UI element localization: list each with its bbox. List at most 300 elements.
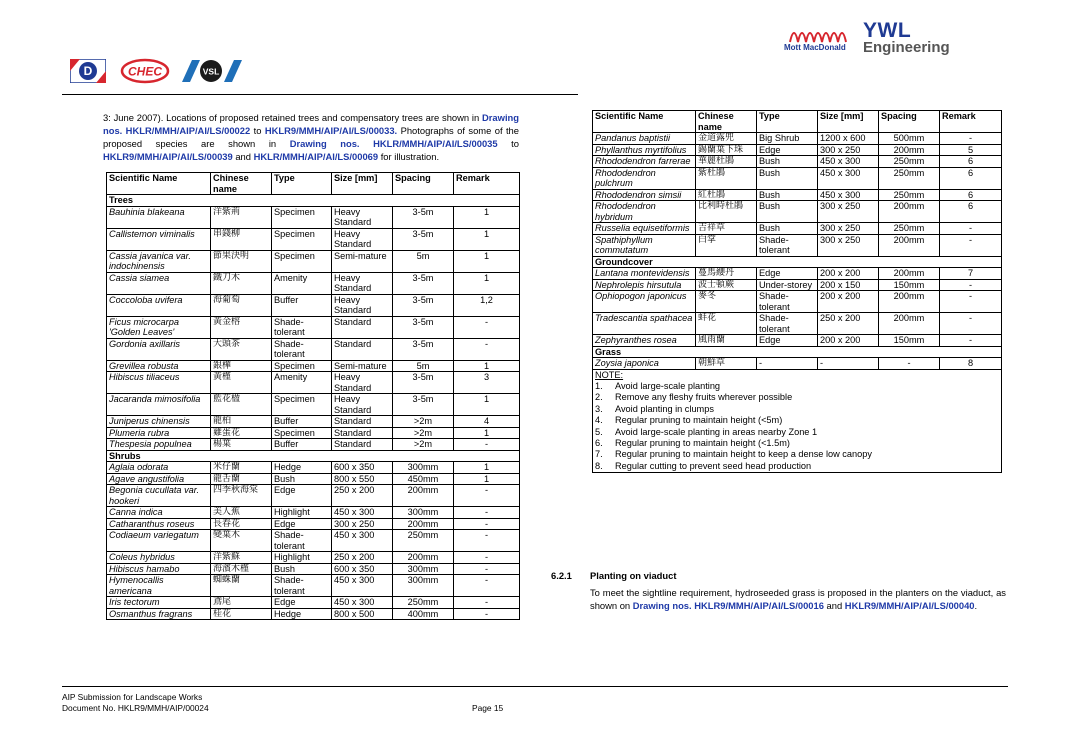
scientific-name-cell: Nephrolepis hirsutula [593,279,696,291]
remark-cell: 1 [454,250,520,272]
vsl-logo [180,58,242,84]
spacing-cell: 3-5m [393,272,454,294]
spacing-cell: 3-5m [393,316,454,338]
remark-cell: - [454,518,520,530]
chinese-name-cell: 鳶尾 [211,597,272,609]
column-header: Scientific Name [593,111,696,133]
table-header-row [107,173,520,195]
note-item [595,449,999,460]
footer-rule [62,686,1008,687]
scientific-name-cell: Codiaeum variegatum [107,530,211,552]
scientific-name-cell: Aglaia odorata [107,462,211,474]
type-cell: Specimen [272,250,332,272]
size-cell: Standard [332,416,393,428]
vsl-logo-text: VSL [202,66,220,77]
table-row [593,156,1002,168]
chinese-name-cell: 吉祥草 [696,223,757,235]
remark-cell: - [940,291,1002,313]
table-row [593,358,1002,370]
table-row [593,279,1002,291]
chinese-name-cell: 錫蘭葉下珠 [696,144,757,156]
scientific-name-cell: Agave angustifolia [107,473,211,485]
scientific-name-cell: Thespesia populnea [107,439,211,451]
type-cell: Specimen [272,360,332,372]
type-cell: Specimen [272,394,332,416]
chinese-name-cell: 龍柏 [211,416,272,428]
size-cell: 250 x 200 [332,485,393,507]
spacing-cell: 200mm [879,201,940,223]
spacing-cell: 200mm [393,518,454,530]
scientific-name-cell: Begonia cucullata var. hookeri [107,485,211,507]
spacing-cell: 5m [393,360,454,372]
spacing-cell: 3-5m [393,338,454,360]
note-text: Regular pruning to maintain height to keep a dense low canopy [615,449,872,460]
d-logo-text: D [83,64,93,78]
column-header: Type [272,173,332,195]
note-text: Remove any fleshy fruits wherever possible [615,392,793,403]
chinese-name-cell: 雞蛋花 [211,427,272,439]
section-paragraph: To meet the sightline requirement, hydroseeded grass is proposed in the planters on the viaduct, as shown on Drawing nos. HKLR9/MMH/AIP/AI/LS/00016 and HKLR9/MMH/AIP/AI/LS/00040. [590,587,1006,611]
remark-cell: 1 [454,360,520,372]
table-row [593,133,1002,145]
chinese-name-cell: 海濱木槿 [211,563,272,575]
size-cell: 450 x 300 [332,597,393,609]
remark-cell: - [940,335,1002,347]
group-row [593,346,1002,358]
scientific-name-cell: Callistemon viminalis [107,228,211,250]
d-logo [70,59,106,83]
column-header: Type [757,111,818,133]
type-cell: Shade-tolerant [272,575,332,597]
chinese-name-cell: 銀樺 [211,360,272,372]
type-cell: Specimen [272,427,332,439]
spacing-cell: 300mm [393,575,454,597]
type-cell: Bush [272,563,332,575]
size-cell: 800 x 550 [332,473,393,485]
spacing-cell: >2m [393,427,454,439]
spacing-cell: 250mm [879,156,940,168]
type-cell: Highlight [272,507,332,519]
table-row [107,608,520,620]
size-cell: - [818,358,879,370]
remark-cell: - [940,223,1002,235]
size-cell: 450 x 300 [818,189,879,201]
size-cell: 600 x 350 [332,462,393,474]
scientific-name-cell: Cassia javanica var. indochinensis [107,250,211,272]
spacing-cell: 300mm [393,507,454,519]
type-cell: Bush [757,223,818,235]
size-cell: Heavy Standard [332,206,393,228]
scientific-name-cell: Juniperus chinensis [107,416,211,428]
table-header-row [593,111,1002,133]
notes-list [595,381,999,472]
spacing-cell: 200mm [879,313,940,335]
remark-cell: 3 [454,372,520,394]
size-cell: 450 x 300 [332,530,393,552]
remark-cell: - [454,485,520,507]
scientific-name-cell: Rhododendron farrerae [593,156,696,168]
remark-cell: - [454,316,520,338]
chinese-name-cell: 楊葉 [211,439,272,451]
chinese-name-cell: 金道露兜 [696,133,757,145]
remark-cell: 6 [940,156,1002,168]
note-number: 6. [595,437,603,448]
scientific-name-cell: Rhododendron hybridum [593,201,696,223]
chinese-name-cell: 洋紫蘇 [211,552,272,564]
remark-cell: 1 [454,272,520,294]
type-cell: Buffer [272,439,332,451]
table-row [107,416,520,428]
scientific-name-cell: Coccoloba uvifera [107,294,211,316]
chinese-name-cell: 大頭茶 [211,338,272,360]
chinese-name-cell: 黃金榕 [211,316,272,338]
type-cell: Edge [272,485,332,507]
table-row [107,272,520,294]
size-cell: 450 x 300 [818,167,879,189]
scientific-name-cell: Coleus hybridus [107,552,211,564]
spacing-cell: 300mm [393,563,454,575]
footer-title: AIP Submission for Landscape Works [62,692,203,702]
size-cell: 200 x 200 [818,291,879,313]
chinese-name-cell: 白掌 [696,234,757,256]
chinese-name-cell: 藍花楹 [211,394,272,416]
chinese-name-cell: 蚌花 [696,313,757,335]
chinese-name-cell: 黃槿 [211,372,272,394]
size-cell: Heavy Standard [332,272,393,294]
note-number: 1. [595,380,603,391]
size-cell: 1200 x 600 [818,133,879,145]
table-row [107,575,520,597]
remark-cell: 1 [454,206,520,228]
chinese-name-cell: 紅杜鵑 [696,189,757,201]
table-row [107,228,520,250]
remark-cell: - [940,234,1002,256]
chinese-name-cell: 海葡萄 [211,294,272,316]
type-cell: - [757,358,818,370]
size-cell: 200 x 150 [818,279,879,291]
note-item [595,461,999,472]
spacing-cell: 250mm [393,597,454,609]
column-header: Size [mm] [818,111,879,133]
size-cell: Semi-mature [332,360,393,372]
size-cell: Heavy Standard [332,294,393,316]
chinese-name-cell: 四季秋海棠 [211,485,272,507]
note-number: 3. [595,403,603,414]
column-header: Scientific Name [107,173,211,195]
chinese-name-cell: 米仔蘭 [211,462,272,474]
spacing-cell: 200mm [879,234,940,256]
size-cell: 450 x 300 [332,575,393,597]
remark-cell: 1 [454,473,520,485]
size-cell: Standard [332,338,393,360]
notes-title: NOTE: [595,369,624,380]
spacing-cell: - [879,358,940,370]
table-row [107,338,520,360]
type-cell: Buffer [272,294,332,316]
remark-cell: 6 [940,189,1002,201]
remark-cell: - [454,552,520,564]
table-row [107,563,520,575]
remark-cell: 1 [454,394,520,416]
size-cell: 450 x 300 [818,156,879,168]
type-cell: Bush [757,189,818,201]
plant-schedule-table-left [106,172,520,620]
note-number: 7. [595,449,603,460]
type-cell: Big Shrub [757,133,818,145]
spacing-cell: 3-5m [393,228,454,250]
spacing-cell: 200mm [879,268,940,280]
note-text: Regular cutting to prevent seed head production [615,460,812,471]
column-header: Spacing [879,111,940,133]
type-cell: Shade-tolerant [272,316,332,338]
group-label: Trees [107,195,520,207]
table-row [593,234,1002,256]
intro-paragraph: 3: June 2007). Locations of proposed retained trees and compensatory trees are shown in Drawing nos. HKLR/MMH/AIP/AI/LS/00022 to HKLR9/MMH/AIP/AI/LS/00033. Photographs of some of the proposed species are shown in Drawing nos. HKLR/MMH/AIP/AI/LS/00035 to HKLR9/MMH/AIP/AI/LS/00039 and HKLR/MMH/AIP/AI/LS/00069 for illustration. [103,112,519,162]
type-cell: Edge [757,144,818,156]
column-header: Remark [454,173,520,195]
chinese-name-cell: 洋紫荊 [211,206,272,228]
note-text: Regular pruning to maintain height (<5m) [615,415,783,426]
remark-cell: - [454,563,520,575]
scientific-name-cell: Russelia equisetiformis [593,223,696,235]
notes-cell [593,369,1002,473]
size-cell: 600 x 350 [332,563,393,575]
note-text: Regular pruning to maintain height (<1.5m) [615,437,790,448]
table-row [593,313,1002,335]
spacing-cell: 250mm [879,189,940,201]
chinese-name-cell: 紫杜鵑 [696,167,757,189]
scientific-name-cell: Gordonia axillaris [107,338,211,360]
type-cell: Specimen [272,206,332,228]
remark-cell: - [454,530,520,552]
spacing-cell: 3-5m [393,206,454,228]
section-title: Planting on viaduct [590,570,677,581]
scientific-name-cell: Spathiphyllum commutatum [593,234,696,256]
type-cell: Specimen [272,228,332,250]
spacing-cell: 5m [393,250,454,272]
size-cell: 450 x 300 [332,507,393,519]
table-row [107,250,520,272]
scientific-name-cell: Hibiscus hamabo [107,563,211,575]
size-cell: Heavy Standard [332,228,393,250]
spacing-cell: >2m [393,439,454,451]
size-cell: 300 x 250 [818,223,879,235]
scientific-name-cell: Hibiscus tiliaceus [107,372,211,394]
spacing-cell: >2m [393,416,454,428]
column-header: Size [mm] [332,173,393,195]
scientific-name-cell: Rhododendron pulchrum [593,167,696,189]
scientific-name-cell: Osmanthus fragrans [107,608,211,620]
note-text: Avoid large-scale planting in areas nearby Zone 1 [615,426,818,437]
table-row [593,201,1002,223]
remark-cell: 5 [940,144,1002,156]
table-row [107,462,520,474]
spacing-cell: 450mm [393,473,454,485]
note-item [595,381,999,392]
chinese-name-cell: 蔓馬纓丹 [696,268,757,280]
chec-logo [120,58,170,84]
note-item [595,415,999,426]
chinese-name-cell: 麥冬 [696,291,757,313]
scientific-name-cell: Bauhinia blakeana [107,206,211,228]
section-number: 6.2.1 [551,570,572,581]
chinese-name-cell: 節果決明 [211,250,272,272]
chinese-name-cell: 變葉木 [211,530,272,552]
type-cell: Amenity [272,272,332,294]
chinese-name-cell: 比利時杜鵑 [696,201,757,223]
type-cell: Edge [757,268,818,280]
remark-cell: - [454,439,520,451]
scientific-name-cell: Catharanthus roseus [107,518,211,530]
table-row [107,552,520,564]
note-text: Avoid planting in clumps [615,403,714,414]
scientific-name-cell: Plumeria rubra [107,427,211,439]
scientific-name-cell: Ophiopogon japonicus [593,291,696,313]
remark-cell: - [940,133,1002,145]
chinese-name-cell: 長春花 [211,518,272,530]
spacing-cell: 200mm [879,291,940,313]
type-cell: Edge [272,518,332,530]
type-cell: Bush [757,167,818,189]
scientific-name-cell: Lantana montevidensis [593,268,696,280]
plant-schedule-table-right [592,110,1002,473]
column-header: Chinese name [696,111,757,133]
table-row [107,294,520,316]
spacing-cell: 200mm [393,552,454,564]
size-cell: Standard [332,316,393,338]
scientific-name-cell: Jacaranda mimosifolia [107,394,211,416]
footer-document-number: Document No. HKLR9/MMH/AIP/00024 [62,703,209,713]
ywl-logo-text: YWL [863,19,912,42]
type-cell: Shade-tolerant [757,234,818,256]
chec-logo-text: CHEC [127,64,163,79]
spacing-cell: 200mm [393,485,454,507]
table-row [593,268,1002,280]
table-row [107,530,520,552]
table-row [593,167,1002,189]
table-row [107,206,520,228]
chinese-name-cell: 桂花 [211,608,272,620]
scientific-name-cell: Hymenocallis americana [107,575,211,597]
chinese-name-cell: 龍舌蘭 [211,473,272,485]
note-item [595,427,999,438]
table-row [107,394,520,416]
spacing-cell: 250mm [879,223,940,235]
chinese-name-cell: 鐵刀木 [211,272,272,294]
scientific-name-cell: Cassia siamea [107,272,211,294]
page-number: Page 15 [472,703,504,713]
table-row [593,223,1002,235]
note-text: Avoid large-scale planting [615,380,721,391]
table-row [107,485,520,507]
table-row [107,597,520,609]
size-cell: Semi-mature [332,250,393,272]
table-row [107,518,520,530]
type-cell: Edge [757,335,818,347]
scientific-name-cell: Zoysia japonica [593,358,696,370]
type-cell: Highlight [272,552,332,564]
remark-cell: 7 [940,268,1002,280]
chinese-name-cell: 蜘蛛蘭 [211,575,272,597]
remark-cell: - [454,597,520,609]
scientific-name-cell: Tradescantia spathacea [593,313,696,335]
note-number: 8. [595,460,603,471]
scientific-name-cell: Phyllanthus myrtifolius [593,144,696,156]
type-cell: Shade-tolerant [272,338,332,360]
type-cell: Edge [272,597,332,609]
scientific-name-cell: Pandanus baptistii [593,133,696,145]
remark-cell: 1 [454,228,520,250]
spacing-cell: 250mm [393,530,454,552]
note-item [595,438,999,449]
remark-cell: - [454,608,520,620]
spacing-cell: 300mm [393,462,454,474]
size-cell: 800 x 500 [332,608,393,620]
chinese-name-cell: 華麗杜鵑 [696,156,757,168]
remark-cell: 4 [454,416,520,428]
table-row [593,189,1002,201]
size-cell: 250 x 200 [332,552,393,564]
note-number: 4. [595,415,603,426]
spacing-cell: 3-5m [393,294,454,316]
table-row [107,372,520,394]
spacing-cell: 150mm [879,279,940,291]
group-row [107,450,520,462]
type-cell: Bush [272,473,332,485]
scientific-name-cell: Iris tectorum [107,597,211,609]
chinese-name-cell: 風雨蘭 [696,335,757,347]
notes-row [593,369,1002,473]
size-cell: 200 x 200 [818,335,879,347]
table-row [107,439,520,451]
scientific-name-cell: Zephyranthes rosea [593,335,696,347]
remark-cell: - [454,575,520,597]
spacing-cell: 250mm [879,167,940,189]
group-label: Groundcover [593,256,1002,268]
column-header: Chinese name [211,173,272,195]
chinese-name-cell: 波士頓蕨 [696,279,757,291]
remark-cell: 8 [940,358,1002,370]
chinese-name-cell: 朝鮮草 [696,358,757,370]
spacing-cell: 150mm [879,335,940,347]
scientific-name-cell: Grevillea robusta [107,360,211,372]
mott-macdonald-label: Mott MacDonald [784,43,846,52]
type-cell: Shade-tolerant [757,313,818,335]
spacing-cell: 3-5m [393,394,454,416]
group-row [593,256,1002,268]
remark-cell: 6 [940,167,1002,189]
table-row [593,335,1002,347]
group-label: Shrubs [107,450,520,462]
size-cell: 300 x 250 [818,201,879,223]
note-item [595,392,999,403]
scientific-name-cell: Canna indica [107,507,211,519]
type-cell: Under-storey [757,279,818,291]
type-cell: Bush [757,156,818,168]
table-row [593,144,1002,156]
spacing-cell: 400mm [393,608,454,620]
type-cell: Amenity [272,372,332,394]
table-row [107,507,520,519]
column-header: Spacing [393,173,454,195]
column-header: Remark [940,111,1002,133]
size-cell: 250 x 200 [818,313,879,335]
group-label: Grass [593,346,1002,358]
type-cell: Hedge [272,608,332,620]
remark-cell: - [454,507,520,519]
table-row [107,473,520,485]
spacing-cell: 3-5m [393,372,454,394]
